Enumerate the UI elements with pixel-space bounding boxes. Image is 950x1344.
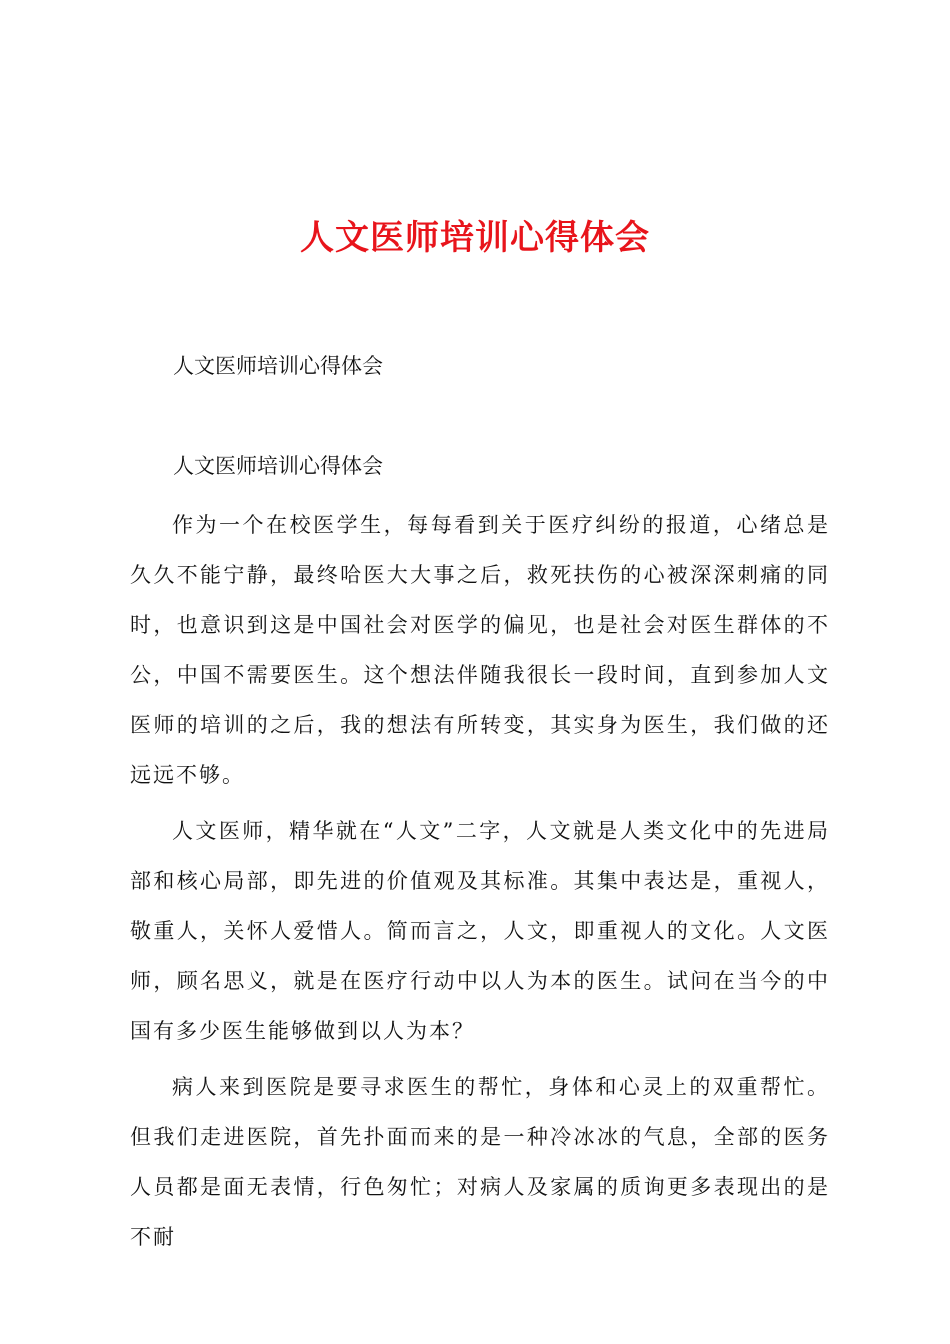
- paragraph: 病人来到医院是要寻求医生的帮忙，身体和心灵上的双重帮忙。但我们走进医院，首先扑面而来的是一种冷冰冰的气息，全部的医务人员都是面无表情，行色匆忙；对病人及家属的质询更多表现出的是不耐: [130, 1075, 830, 1249]
- paragraph: 作为一个在校医学生，每每看到关于医疗纠纷的报道，心绪总是久久不能宁静，最终哈医大大事之后，救死扶伤的心被深深刺痛的同时，也意识到这是中国社会对医学的偏见，也是社会对医生群体的不公，中国不需要医生。这个想法伴随我很长一段时间，直到参加人文医师的培训的之后，我的想法有所转变，其实身为医生，我们做的还远远不够。: [130, 513, 830, 787]
- section-heading: 人文医师培训心得体会: [173, 454, 383, 478]
- document-title: 人文医师培训心得体会: [300, 218, 650, 258]
- document-subtitle: 人文医师培训心得体会: [173, 354, 383, 378]
- document-body: [130, 500, 830, 1268]
- paragraph: 人文医师，精华就在“人文”二字，人文就是人类文化中的先进局部和核心局部，即先进的价值观及其标准。其集中表达是，重视人，敬重人，关怀人爱惜人。简而言之，人文，即重视人的文化。人文医师，顾名思义，就是在医疗行动中以人为本的医生。试问在当今的中国有多少医生能够做到以人为本？: [130, 819, 830, 1043]
